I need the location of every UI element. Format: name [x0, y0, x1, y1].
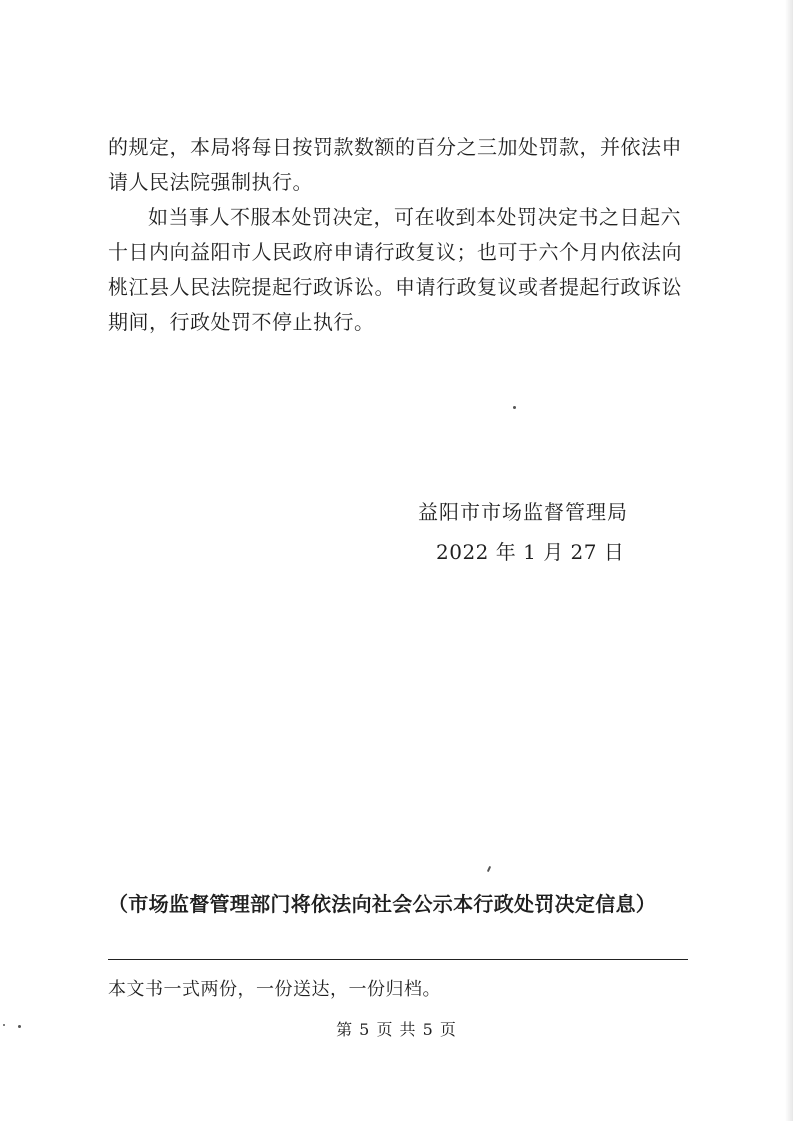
footer-divider	[108, 959, 688, 960]
body-line: 的规定，本局将每日按罚款数额的百分之三加处罚款，并依法申	[108, 135, 682, 159]
archive-note: 本文书一式两份，一份送达，一份归档。	[108, 979, 441, 1000]
decision-body-text	[108, 130, 708, 340]
body-line: 期间，行政处罚不停止执行。	[108, 310, 375, 334]
body-line: 如当事人不服本处罚决定，可在收到本处罚决定书之日起六	[148, 205, 681, 229]
scan-speck	[3, 1024, 5, 1026]
scan-speck	[18, 1025, 21, 1028]
public-disclosure-notice: （市场监督管理部门将依法向社会公示本行政处罚决定信息）	[108, 892, 657, 916]
scan-speck	[513, 406, 516, 409]
page-number: 第 5 页 共 5 页	[336, 1020, 457, 1039]
scan-edge-shadow	[785, 0, 793, 1121]
issue-date: 2022 年 1 月 27 日	[436, 540, 625, 564]
issuing-agency: 益阳市市场监督管理局	[418, 500, 628, 524]
body-line: 十日内向益阳市人民政府申请行政复议；也可于六个月内依法向	[108, 240, 682, 264]
scan-speck	[487, 866, 491, 872]
body-line: 请人民法院强制执行。	[108, 170, 313, 194]
body-line: 桃江县人民法院提起行政诉讼。申请行政复议或者提起行政诉讼	[108, 275, 682, 299]
